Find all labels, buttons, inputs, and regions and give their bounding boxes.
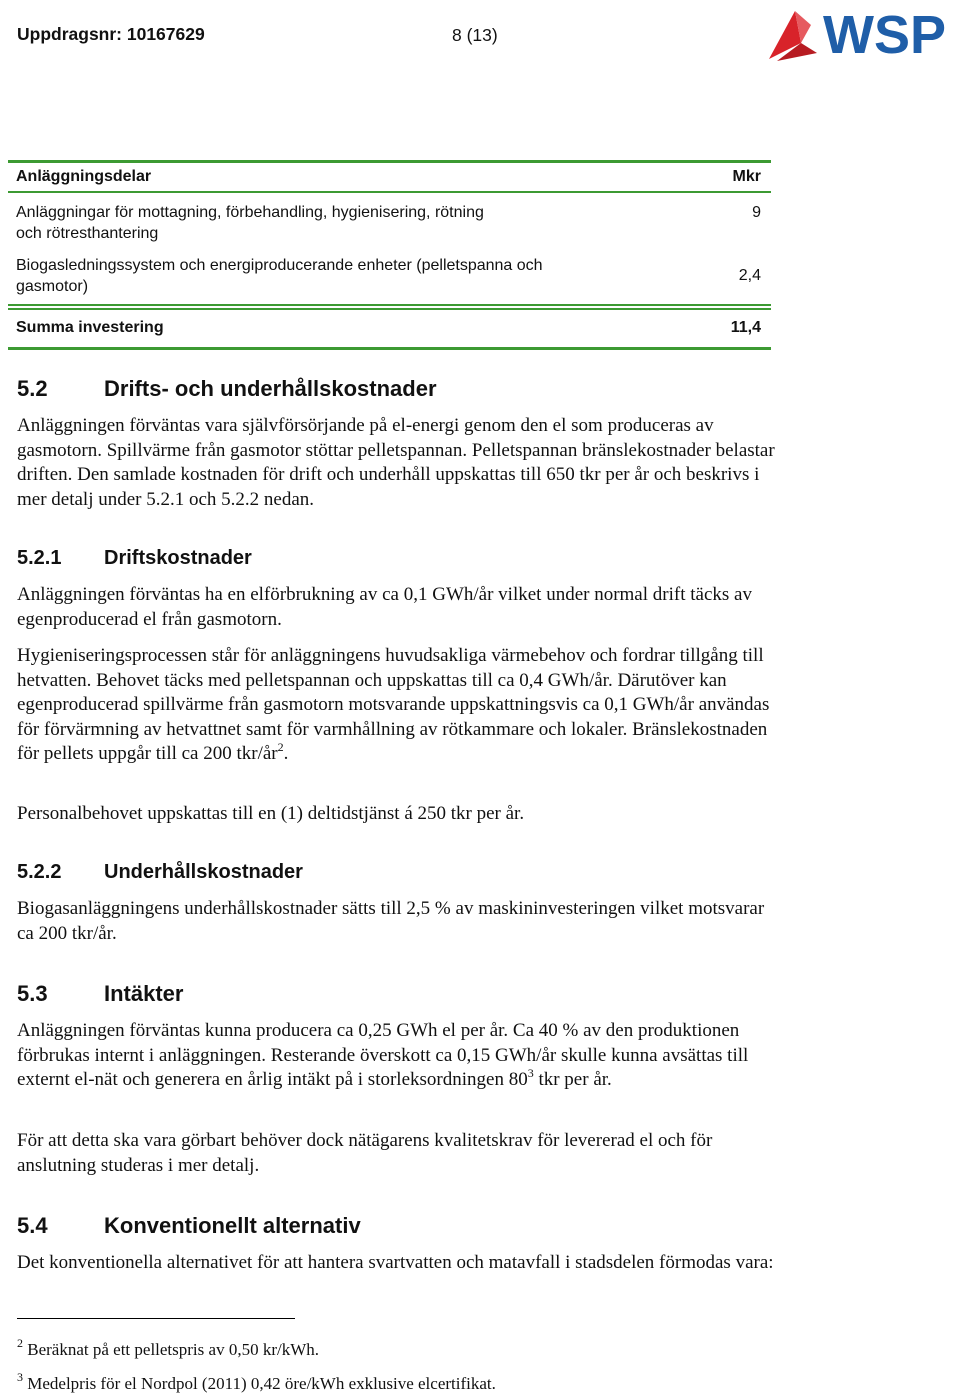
section-heading-5-2-2: 5.2.2 Underhållskostnader [17,861,303,883]
table-row-label: Anläggningar för mottagning, förbehandling, hygienisering, rötning och rötresthantering [16,204,484,242]
logo-text: WSP [823,5,947,63]
paragraph: Hygieniseringsprocessen står för anläggningens huvudsakliga värmebehov och fordrar tillgång till hetvatten. Behovet täcks med pelletspannan och uppskattas till ca 0,4 GWh/år. Därutöver kan egenproducerad spillvärme från gasmotorn motsvarande uppskattningsvis ca 0,1 GWh/år användas för förvärmning av hetvattnet samt för varmhållning av rötkammare och lokaler. Bränslekostnaden för pellets uppgår till ca 200 tkr/$år^2$. [17,645,770,764]
table-total-rule-2 [8,308,771,310]
paragraph: Det konventionella alternativet för att hantera svartvatten och matavfall i stadsdelen förmodas vara: [17,1252,774,1273]
table-row [8,202,771,244]
section-heading-5-3: 5.3 Intäkter [17,981,184,1006]
wsp-logo [765,3,957,63]
table-total-label: Summa investering [16,319,164,336]
table-row-value: 9 [752,204,761,221]
section-heading-5-2-1: 5.2.1 Driftskostnader [17,547,252,569]
table-total-rule [8,304,771,306]
section-heading-5-2: 5.2 Drifts- och underhållskostnader [17,376,437,401]
paragraph: För att detta ska vara görbart behöver dock nätägarens kvalitetskrav för levererad el och för anslutning studeras i mer detalj. [17,1130,713,1176]
investment-table [8,160,771,350]
table-total-value: 11,4 [730,319,761,336]
table-total-row [8,317,771,338]
table-bottom-rule [8,347,771,350]
paragraph: Anläggningen förväntas kunna producera ca 0,25 GWh el per år. Ca 40 % av den produktionen förbrukas internt i anläggningen. Resterande överskott ca 0,15 GWh/år skulle kunna avsättas till externt el-nät och generera en årlig intäkt på i storleksordningen $80^3$ tkr per år. [17,1020,749,1090]
section-heading-5-4: 5.4 Konventionellt alternativ [17,1213,361,1238]
page-number: 8 (13) [452,25,498,45]
paragraph: Anläggningen förväntas vara självförsörjande på el-energi genom den el som produceras av gasmotorn. Spillvärme från gasmotor stöttar pelletspannan. Pelletspannan bränslekostnader belastar driften. Den samlade kostnaden för drift och underhåll uppskattas till 650 tkr per år och beskrivs i mer detalj under 5.2.1 och 5.2.2 nedan. [17,415,775,510]
footnote: $^3$ Medelpris för el Nordpol (2011) 0,42 öre/kWh exklusive elcertifikat. [17,1370,496,1393]
paragraph: Anläggningen förväntas ha en elförbrukning av ca 0,1 GWh/år vilket under normal drift täcks av egenproducerad el från gasmotorn. [17,584,752,630]
table-header-rule [8,191,771,193]
table-header-parts: Anläggningsdelar [16,168,152,185]
paragraph: Biogasanläggningens underhållskostnader sätts till 2,5 % av maskininvesteringen vilket motsvarar ca 200 tkr/år. [17,898,765,944]
footnote-ref[interactable]: 2 [277,740,284,754]
footnote-separator [17,1318,295,1319]
table-row-value: 2,4 [738,267,761,284]
table-row-label: Biogasledningssystem och energiproducerande enheter (pelletspanna och gasmotor) [16,257,543,295]
assignment-number: Uppdragsnr: 10167629 [17,24,205,44]
paragraph: Personalbehovet uppskattas till en (1) deltidstjänst á 250 tkr per år. [17,803,525,824]
footnote: $^2$ Beräknat på ett pelletspris av 0,50 kr/kWh. [17,1336,319,1359]
table-row [8,255,771,297]
footnote-ref[interactable]: 3 [527,1066,534,1080]
table-header-unit: Mkr [732,168,761,185]
